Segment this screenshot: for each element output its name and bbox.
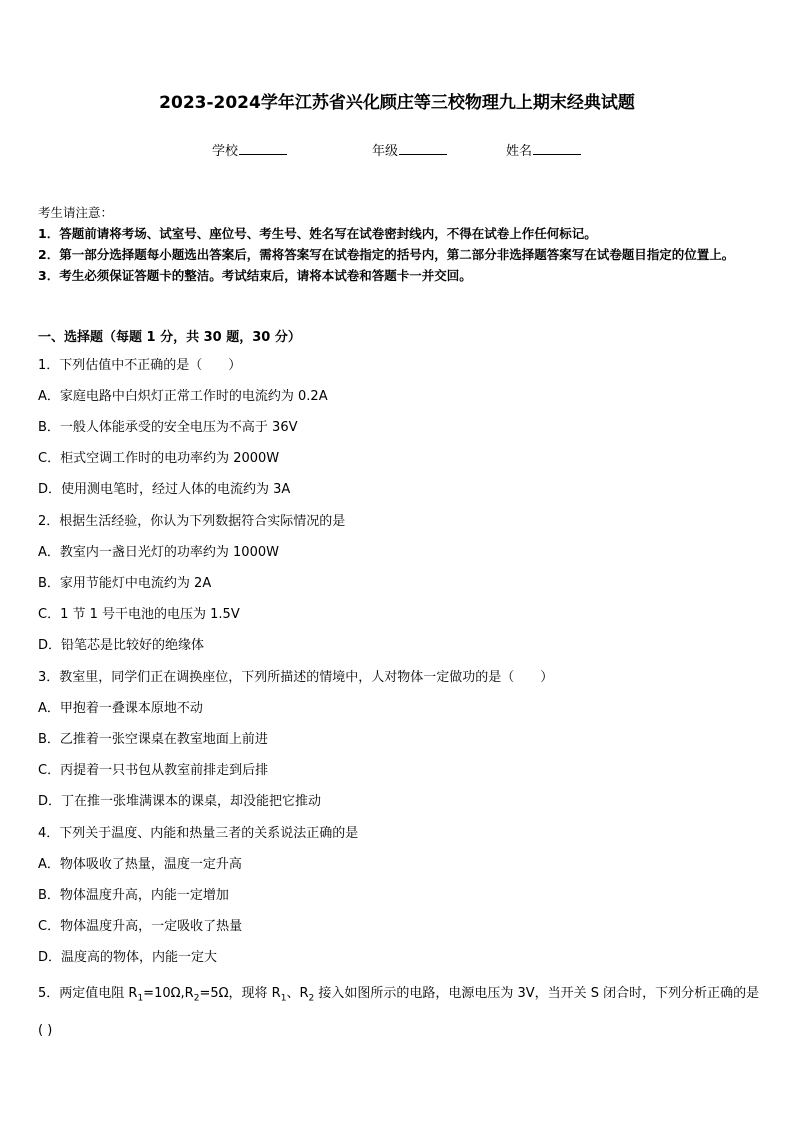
name-label: 姓名	[506, 144, 533, 159]
question-option: D．温度高的物体，内能一定大	[38, 950, 218, 965]
question-option: D．使用测电笔时，经过人体的电流约为 3A	[38, 482, 291, 497]
question-option: C．丙提着一只书包从教室前排走到后排	[38, 763, 269, 778]
question-stem: 3．教室里，同学们正在调换座位，下列所描述的情境中，人对物体一定做功的是（ ）	[38, 670, 554, 685]
name-blank[interactable]	[533, 142, 581, 155]
subscript: 2	[308, 993, 315, 1004]
question-option: D．丁在推一张堆满课本的课桌，却没能把它推动	[38, 794, 322, 809]
question-stem: 2．根据生活经验，你认为下列数据符合实际情况的是	[38, 514, 346, 529]
question-option: A．教室内一盏日光灯的功率约为 1000W	[38, 545, 279, 560]
question-option: A．物体吸收了热量，温度一定升高	[38, 857, 242, 872]
subscript: 2	[193, 993, 200, 1004]
q5-text: =5Ω，现将 R	[199, 986, 281, 1001]
section-title: 一、选择题（每题 1 分，共 30 题，30 分）	[38, 330, 301, 345]
notice-item: 3．考生必须保证答题卡的整洁。考试结束后，请将本试卷和答题卡一并交回。	[38, 268, 472, 283]
school-field[interactable]	[212, 140, 287, 159]
notice-item: 1．答题前请将考场、试室号、座位号、考生号、姓名写在试卷密封线内，不得在试卷上作任何标记。	[38, 226, 597, 241]
question-option: B．乙推着一张空课桌在教室地面上前进	[38, 732, 268, 747]
q5-text: 、R	[286, 986, 309, 1001]
question-option: A．甲抱着一叠课本原地不动	[38, 701, 203, 716]
question-option: B．物体温度升高，内能一定增加	[38, 888, 229, 903]
school-blank[interactable]	[239, 142, 287, 155]
question-option: A．家庭电路中白炽灯正常工作时的电流约为 0.2A	[38, 389, 328, 404]
question-option: C．1 节 1 号干电池的电压为 1.5V	[38, 607, 240, 622]
notice-heading: 考生请注意：	[38, 205, 114, 220]
question-stem	[38, 978, 760, 1047]
question-option: D．铅笔芯是比较好的绝缘体	[38, 638, 205, 653]
q5-text: 5．两定值电阻 R	[38, 986, 138, 1001]
question-stem: 4．下列关于温度、内能和热量三者的关系说法正确的是	[38, 826, 359, 841]
name-field[interactable]	[506, 140, 581, 159]
notice-block	[38, 202, 760, 286]
q5-text: =10Ω,R	[143, 986, 194, 1001]
q5-text: 接入如图所示的电路，电源电压为 3V，当开关 S 闭合时，下列分析正确的是( )	[38, 986, 760, 1038]
school-label: 学校	[212, 144, 239, 159]
question-option: C．物体温度升高，一定吸收了热量	[38, 919, 243, 934]
question-option: B．家用节能灯中电流约为 2A	[38, 576, 212, 591]
grade-blank[interactable]	[399, 142, 447, 155]
question-option: B．一般人体能承受的安全电压为不高于 36V	[38, 420, 298, 435]
grade-label: 年级	[372, 144, 399, 159]
notice-item: 2．第一部分选择题每小题选出答案后，需将答案写在试卷指定的括号内，第二部分非选择题答案写在试卷题目指定的位置上。	[38, 247, 735, 262]
subscript: 1	[137, 993, 144, 1004]
subscript: 1	[280, 993, 287, 1004]
question-option: C．柜式空调工作时的电功率约为 2000W	[38, 451, 280, 466]
page-title: 2023-2024学年江苏省兴化顾庄等三校物理九上期末经典试题	[159, 93, 635, 113]
question-stem: 1．下列估值中不正确的是（ ）	[38, 358, 242, 373]
grade-field[interactable]	[372, 140, 447, 159]
